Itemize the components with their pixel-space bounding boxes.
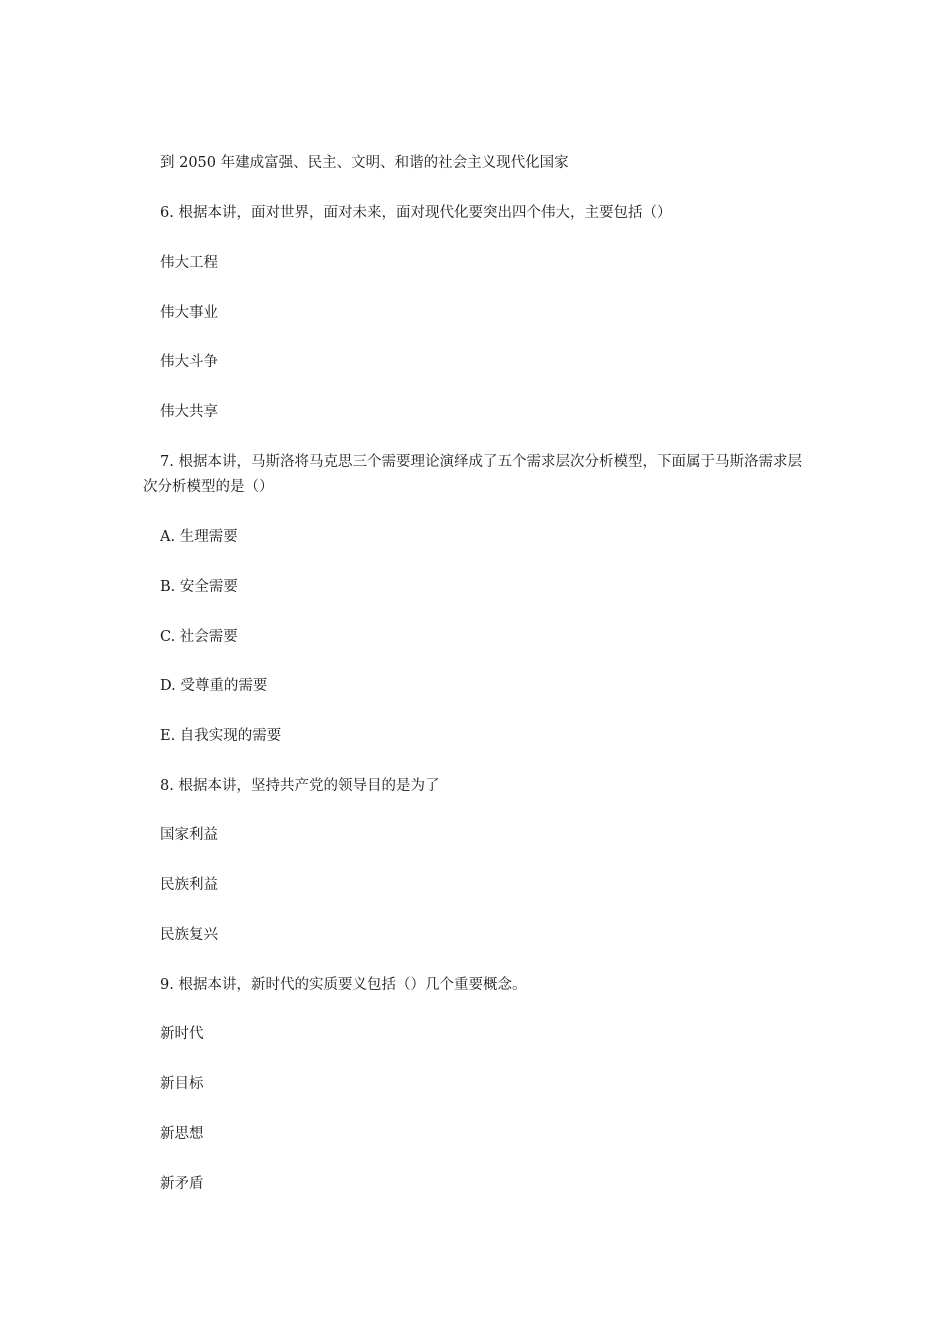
- option-line: 民族复兴: [160, 927, 218, 943]
- option-line: 伟大工程: [160, 255, 218, 271]
- question-7: 7. 根据本讲，马斯洛将马克思三个需要理论演绎成了五个需求层次分析模型，下面属于马斯洛需求层次分析模型的是（）: [143, 454, 802, 495]
- option-line: B. 安全需要: [160, 579, 238, 595]
- option-line: 新矛盾: [160, 1176, 204, 1192]
- option-line: 新思想: [160, 1126, 204, 1142]
- option-line: 新时代: [160, 1026, 204, 1042]
- question-9: 9. 根据本讲，新时代的实质要义包括（）几个重要概念。: [160, 977, 527, 993]
- option-line: 伟大事业: [160, 305, 218, 321]
- question-6: 6. 根据本讲，面对世界，面对未来，面对现代化要突出四个伟大，主要包括（）: [160, 205, 672, 221]
- option-line: 民族利益: [160, 877, 218, 893]
- option-line: 新目标: [160, 1076, 204, 1092]
- option-line: D. 受尊重的需要: [160, 678, 268, 694]
- option-line: E. 自我实现的需要: [160, 728, 282, 744]
- option-line: C. 社会需要: [160, 629, 238, 645]
- option-line: 伟大共享: [160, 404, 218, 420]
- text-line: 到 2050 年建成富强、民主、文明、和谐的社会主义现代化国家: [160, 155, 569, 171]
- question-8: 8. 根据本讲，坚持共产党的领导目的是为了: [160, 778, 440, 794]
- option-line: 伟大斗争: [160, 354, 218, 370]
- option-line: 国家利益: [160, 827, 218, 843]
- option-line: A. 生理需要: [160, 529, 238, 545]
